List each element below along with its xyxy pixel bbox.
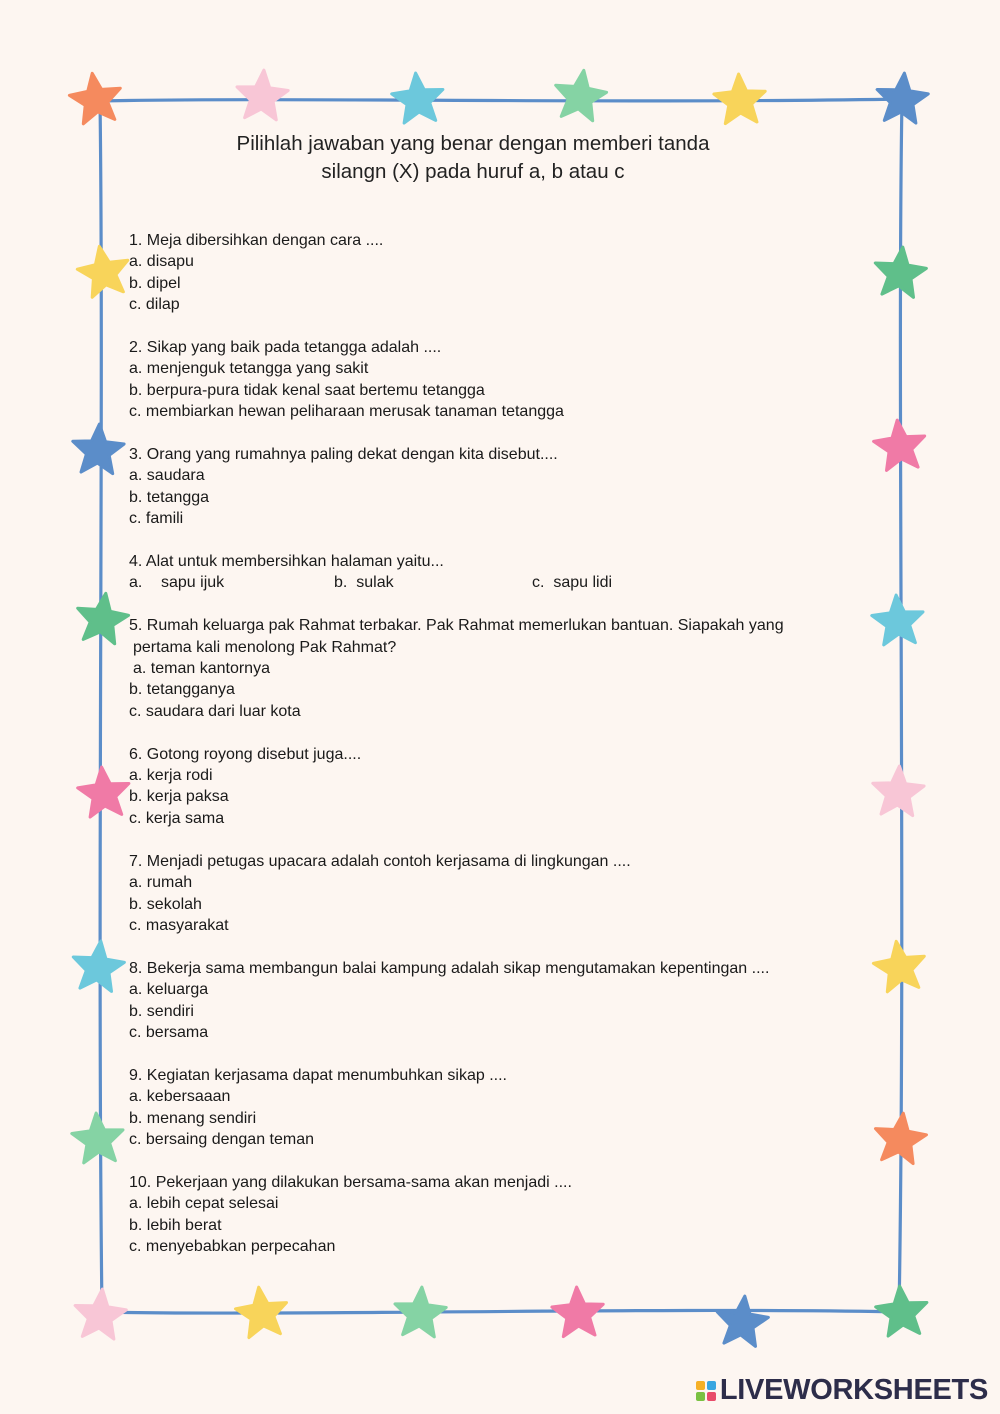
option-a[interactable]: a. menjenguk tetangga yang sakit xyxy=(129,360,369,378)
option-c[interactable]: c. bersama xyxy=(129,1023,209,1041)
question-stem: 1. Meja dibersihkan dengan cara .... xyxy=(129,232,384,249)
question-stem: 7. Menjadi petugas upacara adalah contoh kerjasama di lingkungan .... xyxy=(129,852,631,870)
option-c[interactable]: c. masyarakat xyxy=(129,916,229,934)
question-5 xyxy=(129,615,849,722)
question-stem: 6. Gotong royong disebut juga.... xyxy=(129,745,362,763)
star-icon xyxy=(714,74,765,124)
question-3 xyxy=(129,444,849,530)
star-icon xyxy=(556,70,607,121)
star-icon xyxy=(872,595,923,645)
star-icon xyxy=(77,246,128,297)
option-a[interactable] xyxy=(129,572,334,593)
logo-text: LIVEWORKSHEETS xyxy=(719,1374,988,1406)
question-10 xyxy=(129,1172,849,1258)
question-stem: 9. Kegiatan kerjasama dapat menumbuhkan sikap .... xyxy=(129,1066,507,1084)
star-icon xyxy=(73,424,124,474)
question-stem: 4. Alat untuk membersihkan halaman yaitu... xyxy=(129,553,444,571)
question-6 xyxy=(129,744,849,830)
star-icon xyxy=(717,1296,768,1346)
question-list xyxy=(129,230,849,1279)
option-a[interactable]: a. lebih cepat selesai xyxy=(129,1195,279,1213)
question-stem: 10. Pekerjaan yang dilakukan bersama-sama akan menjadi .... xyxy=(129,1173,572,1191)
option-b[interactable]: b. dipel xyxy=(129,274,181,292)
instruction-line-2: silangn (X) pada huruf a, b atau c xyxy=(321,160,625,183)
question-stem: 2. Sikap yang baik pada tetangga adalah .... xyxy=(129,339,442,357)
star-icon xyxy=(78,593,129,644)
option-text: sapu lidi xyxy=(553,574,613,592)
option-b[interactable] xyxy=(334,572,532,593)
star-icon xyxy=(392,73,443,123)
option-b[interactable]: b. menang sendiri xyxy=(129,1109,257,1127)
instruction-title xyxy=(0,130,946,186)
option-b[interactable]: b. sekolah xyxy=(129,895,202,913)
inline-options xyxy=(129,572,849,593)
star-icon xyxy=(873,941,924,992)
star-icon xyxy=(72,1113,123,1163)
question-7 xyxy=(129,851,849,937)
option-a[interactable]: a. saudara xyxy=(129,467,205,485)
star-icon xyxy=(237,70,288,120)
star-icon xyxy=(395,1287,446,1337)
option-letter: b. xyxy=(334,574,348,592)
option-a[interactable]: a. kebersaaan xyxy=(129,1088,231,1106)
option-a[interactable]: a. teman kantornya xyxy=(133,660,270,678)
option-letter: c. xyxy=(532,574,545,592)
option-letter: a. xyxy=(129,574,143,592)
question-9 xyxy=(129,1065,849,1151)
question-4 xyxy=(129,551,849,594)
instruction-line-1: Pilihlah jawaban yang benar dengan memberi tanda xyxy=(236,132,710,155)
option-text: sapu ijuk xyxy=(161,574,225,592)
option-c[interactable]: c. membiarkan hewan peliharaan merusak tanaman tetangga xyxy=(129,403,564,421)
option-b[interactable]: b. kerja paksa xyxy=(129,788,229,806)
option-c[interactable]: c. dilap xyxy=(129,296,180,314)
option-text: sulak xyxy=(356,574,394,592)
question-stem-continued: pertama kali menolong Pak Rahmat? xyxy=(133,638,397,656)
question-8 xyxy=(129,958,849,1044)
question-stem: 5. Rumah keluarga pak Rahmat terbakar. Pak Rahmat memerlukan bantuan. Siapakah yang xyxy=(129,617,784,635)
option-c[interactable]: c. menyebabkan perpecahan xyxy=(129,1237,336,1255)
logo-mark-icon xyxy=(696,1381,716,1401)
star-icon xyxy=(78,767,129,817)
option-b[interactable]: b. sendiri xyxy=(129,1002,194,1020)
star-icon xyxy=(69,73,120,124)
option-b[interactable]: b. tetangga xyxy=(129,488,210,506)
option-c[interactable]: c. kerja sama xyxy=(129,809,225,827)
option-b[interactable]: b. berpura-pura tidak kenal saat bertemu tetangga xyxy=(129,381,485,399)
option-b[interactable]: b. lebih berat xyxy=(129,1216,222,1234)
question-stem: 3. Orang yang rumahnya paling dekat dengan kita disebut.... xyxy=(129,446,558,464)
option-a[interactable]: a. disapu xyxy=(129,253,194,271)
question-1 xyxy=(129,230,849,316)
option-a[interactable]: a. keluarga xyxy=(129,981,209,999)
star-icon xyxy=(75,1289,126,1339)
star-icon xyxy=(873,766,924,816)
question-2 xyxy=(129,337,849,423)
option-c[interactable] xyxy=(532,572,612,593)
option-a[interactable]: a. kerja rodi xyxy=(129,767,213,785)
option-b[interactable]: b. tetangganya xyxy=(129,681,235,699)
question-stem: 8. Bekerja sama membangun balai kampung adalah sikap mengutamakan kepentingan .... xyxy=(129,959,770,977)
star-icon xyxy=(552,1287,603,1337)
star-icon xyxy=(236,1287,287,1337)
option-c[interactable]: c. bersaing dengan teman xyxy=(129,1130,315,1148)
option-a[interactable]: a. rumah xyxy=(129,874,193,892)
option-c[interactable]: c. famili xyxy=(129,510,184,528)
liveworksheets-logo[interactable] xyxy=(696,1374,988,1407)
star-icon xyxy=(876,1286,927,1336)
option-c[interactable]: c. saudara dari luar kota xyxy=(129,702,301,720)
